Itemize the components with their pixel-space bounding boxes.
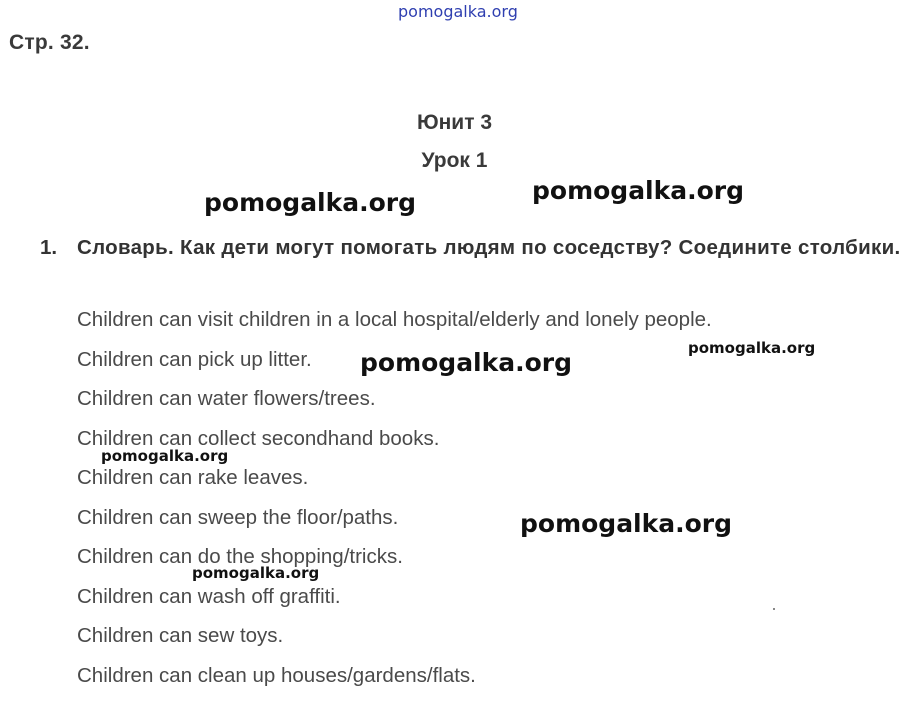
watermark-top: pomogalka.org [398, 2, 518, 21]
task-block [40, 228, 902, 267]
watermark: pomogalka.org [101, 447, 229, 465]
watermark: pomogalka.org [204, 188, 417, 217]
task-instruction: Словарь. Как дети могут помогать людям по соседству? Соедините столбики. [77, 236, 901, 259]
sentence-item: Children can do the shopping/tricks. [77, 545, 403, 568]
sentence-item: Children can sew toys. [77, 624, 284, 647]
scan-speck [773, 608, 775, 610]
sentence-item: Children can rake leaves. [77, 466, 309, 489]
watermark: pomogalka.org [192, 564, 320, 582]
unit-title: Юнит 3 [416, 111, 493, 134]
sentence-item: Children can visit children in a local hospital/elderly and lonely people. [77, 308, 712, 331]
sentence-item: Children can wash off graffiti. [77, 584, 341, 608]
watermark: pomogalka.org [520, 509, 733, 538]
watermark: pomogalka.org [532, 176, 745, 205]
sentence-item: Children can collect secondhand books. [77, 426, 440, 450]
task-number: 1. [40, 236, 58, 259]
sentence-item: Children can pick up litter. [77, 347, 312, 371]
sentence-item: Children can sweep the floor/paths. [77, 505, 399, 529]
page-number: Стр. 32. [9, 31, 90, 54]
watermark: pomogalka.org [688, 339, 816, 357]
watermark: pomogalka.org [360, 348, 573, 377]
sentence-item: Children can water flowers/trees. [77, 387, 376, 410]
sentence-item: Children can clean up houses/gardens/flats. [77, 663, 476, 687]
lesson-title: Урок 1 [421, 149, 488, 172]
